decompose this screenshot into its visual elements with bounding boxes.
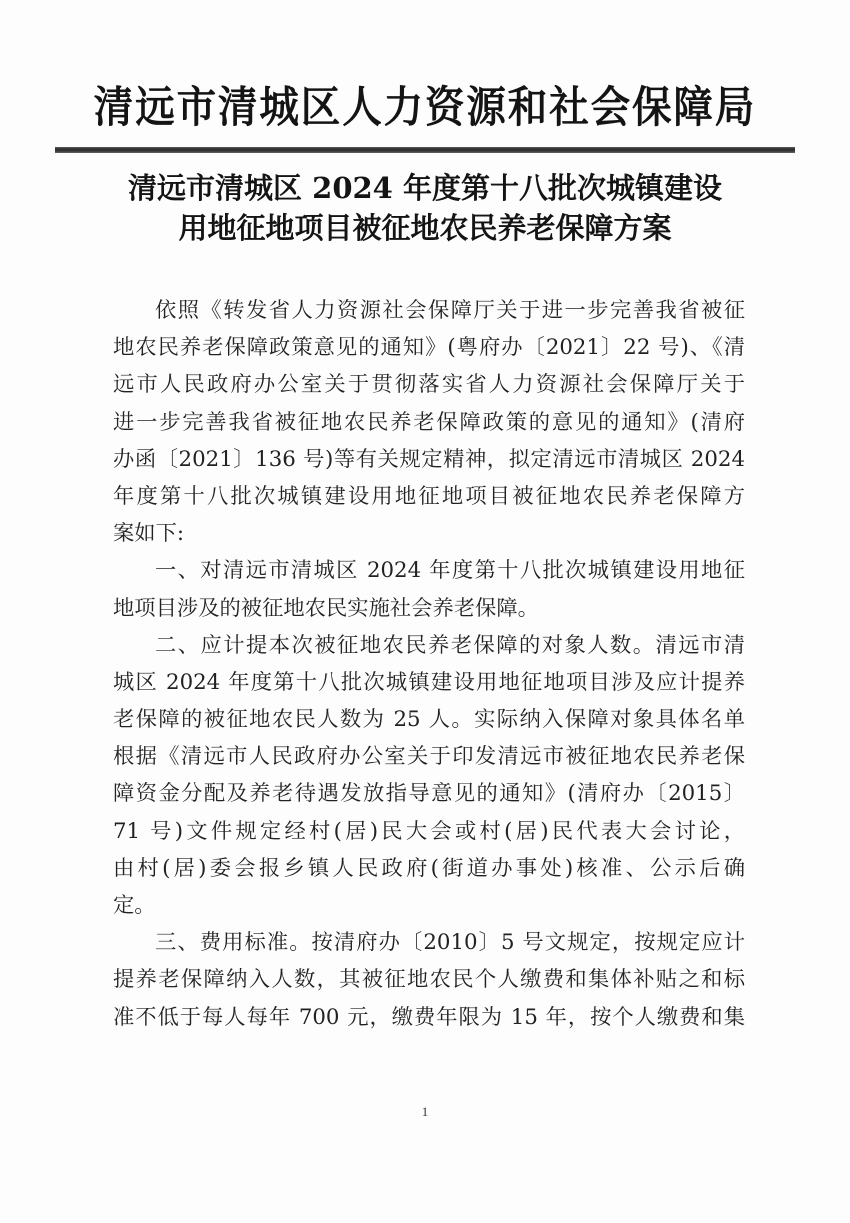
body-line: 由村(居)委会报乡镇人民政府(街道办事处)核准、公示后确 — [113, 855, 745, 881]
body-line: 71 号)文件规定经村(居)民大会或村(居)民代表大会讨论， — [113, 818, 745, 844]
body-line: 年度第十八批次城镇建设用地征地项目被征地农民养老保障方 — [113, 483, 745, 509]
body-line: 依照《转发省人力资源社会保障厅关于进一步完善我省被征 — [155, 298, 745, 323]
body-line: 准不低于每人每年 700 元，缴费年限为 15 年，按个人缴费和集 — [113, 1004, 745, 1030]
body-line: 远市人民政府办公室关于贯彻落实省人力资源社会保障厅关于 — [113, 372, 745, 398]
body-line: 城区 2024 年度第十八批次城镇建设用地征地项目涉及应计提养 — [113, 669, 745, 695]
body-line: 办函〔2021〕136 号)等有关规定精神，拟定清远市清城区 2024 — [113, 446, 745, 472]
body-line: 老保障的被征地农民人数为 25 人。实际纳入保障对象具体名单 — [113, 707, 745, 733]
letterhead-divider — [55, 147, 795, 153]
body-line: 一、对清远市清城区 2024 年度第十八批次城镇建设用地征 — [155, 558, 745, 584]
document-body — [113, 292, 745, 1036]
body-line: 定。 — [113, 893, 156, 918]
body-line: 进一步完善我省被征地农民养老保障政策的意见的通知》(清府 — [113, 409, 745, 435]
agency-letterhead: 清远市清城区人力资源和社会保障局 — [93, 83, 757, 133]
document-title — [0, 168, 850, 248]
body-line: 根据《清远市人民政府办公室关于印发清远市被征地农民养老保 — [113, 744, 745, 770]
body-line: 案如下: — [113, 521, 185, 547]
body-line: 二、应计提本次被征地农民养老保障的对象人数。清远市清 — [155, 632, 745, 658]
body-line: 提养老保障纳入人数，其被征地农民个人缴费和集体补贴之和标 — [113, 967, 745, 993]
title-line-1: 清远市清城区 2024 年度第十八批次城镇建设 — [128, 171, 722, 205]
body-line: 地农民养老保障政策意见的通知》(粤府办〔2021〕22 号)、《清 — [113, 335, 745, 361]
page-number: 1 — [421, 1104, 429, 1119]
body-line: 地项目涉及的被征地农民实施社会养老保障。 — [113, 595, 539, 621]
body-line: 障资金分配及养老待遇发放指导意见的通知》(清府办〔2015〕 — [113, 781, 745, 807]
body-line: 三、费用标准。按清府办〔2010〕5 号文规定，按规定应计 — [155, 930, 745, 956]
title-line-2: 用地征地项目被征地农民养老保障方案 — [178, 211, 672, 245]
